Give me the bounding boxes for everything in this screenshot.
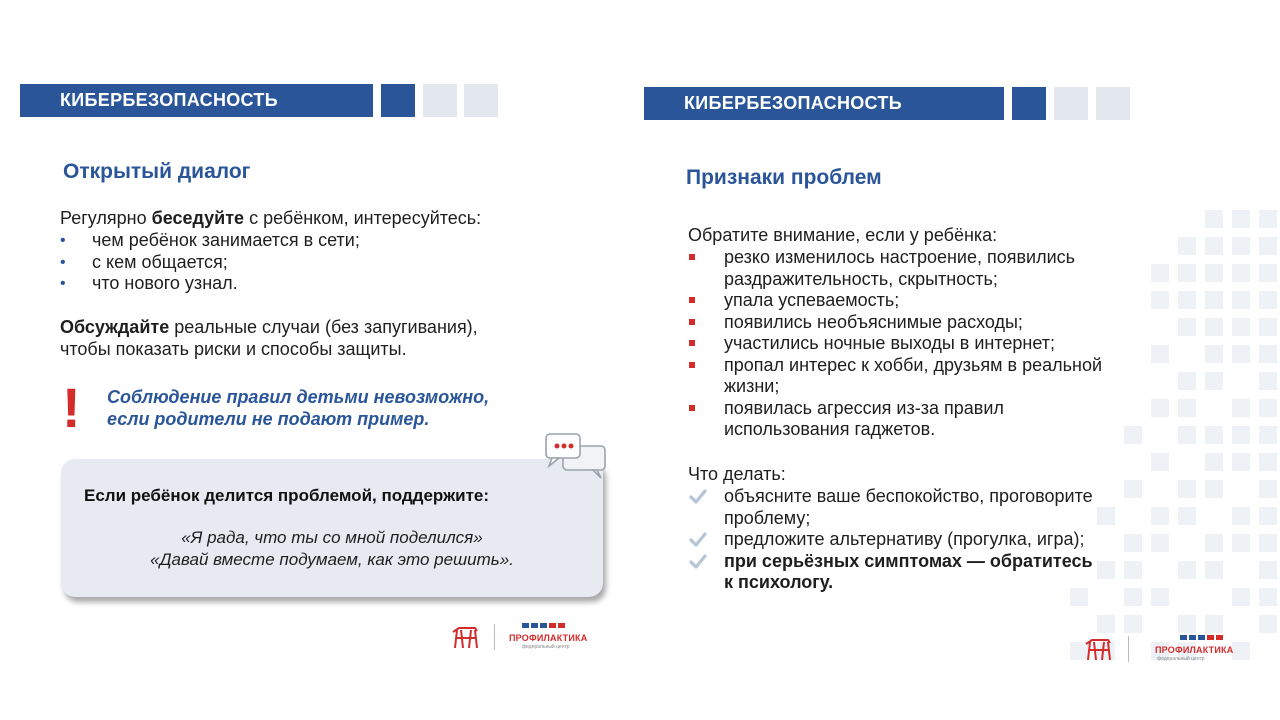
- left-discuss-line2: чтобы показать риски и способы защиты.: [60, 338, 407, 359]
- list-item-text: резко изменилось настроение, появились: [724, 247, 1076, 267]
- right-header-band: [644, 87, 1004, 120]
- checkmark-icon: [688, 530, 708, 550]
- left-intro: [60, 208, 620, 230]
- left-discuss-paragraph: [60, 317, 620, 360]
- list-item-text: упала успеваемость;: [724, 290, 900, 310]
- left-intro-suffix: с ребёнком, интересуйтесь:: [244, 208, 482, 228]
- signs-list: [688, 247, 1248, 441]
- left-bullet-list: [60, 230, 600, 295]
- support-card-quotes: [61, 527, 603, 571]
- red-square-bullet-icon: [689, 362, 695, 368]
- warning-exclamation-icon: !: [62, 376, 81, 439]
- right-header-square-dark: [1012, 87, 1046, 120]
- checkmark-icon: [688, 552, 708, 572]
- list-item-text: участились ночные выходы в интернет;: [724, 333, 1056, 353]
- list-item-text: чем ребёнок занимается в сети;: [92, 230, 360, 250]
- right-slide: [640, 0, 1280, 720]
- right-logo-sub: федеральный центр: [1157, 656, 1205, 662]
- list-item-text: появились необъяснимые расходы;: [724, 311, 1023, 332]
- left-intro-prefix: Регулярно: [60, 208, 152, 228]
- support-card: [61, 459, 603, 597]
- left-header-text: КИБЕРБЕЗОПАСНОСТЬ: [60, 90, 278, 110]
- left-title: Открытый диалог: [63, 160, 251, 183]
- support-quote-2: «Давай вместе подумаем, как это решить».: [150, 550, 514, 569]
- list-item-text: что нового узнал.: [92, 273, 238, 293]
- right-logo-divider: [1128, 636, 1129, 662]
- list-item-text: проблему;: [724, 507, 811, 528]
- left-header-band: [20, 84, 373, 117]
- right-horse-logo-icon: [1082, 636, 1114, 662]
- left-warning-text: [107, 386, 587, 430]
- list-item-text: с кем общается;: [92, 251, 228, 272]
- left-discuss-line1: реальные случаи (без запугивания),: [169, 317, 478, 337]
- bullet-dot-icon: •: [60, 253, 66, 271]
- list-item: [688, 312, 1248, 334]
- bullet-dot-icon: •: [60, 275, 66, 292]
- right-logo-name: ПРОФИЛАКТИКА: [1155, 645, 1234, 655]
- list-item: [60, 273, 600, 295]
- right-header-square-light-1: [1054, 87, 1088, 120]
- red-square-bullet-icon: [689, 340, 695, 346]
- list-item: [688, 290, 1248, 312]
- todo-label: Что делать:: [688, 464, 786, 484]
- red-square-bullet-icon: [689, 405, 695, 411]
- list-item-text: к психологу.: [724, 572, 834, 592]
- list-item: [688, 355, 1248, 398]
- support-card-heading: Если ребёнок делится проблемой, поддержите:: [84, 486, 490, 505]
- red-square-bullet-icon: [689, 254, 695, 260]
- left-logo-squares: [522, 623, 565, 628]
- list-item: [688, 486, 1248, 529]
- left-logo-divider: [494, 624, 495, 650]
- left-warning-line1: Соблюдение правил детьми невозможно,: [107, 387, 490, 407]
- left-logo-name: ПРОФИЛАКТИКА: [509, 633, 588, 643]
- red-square-bullet-icon: [689, 297, 695, 303]
- list-item-text: пропал интерес к хобби, друзьям в реальной: [724, 354, 1103, 375]
- list-item: [60, 252, 600, 274]
- list-item: [688, 333, 1248, 355]
- red-square-bullet-icon: [689, 319, 695, 325]
- list-item-text: использования гаджетов.: [724, 419, 936, 439]
- right-title: Признаки проблем: [686, 166, 882, 189]
- list-item-text: появилась агрессия из-за правил: [724, 397, 1004, 418]
- list-item-text: при серьёзных симптомах — обратитесь: [724, 550, 1093, 571]
- left-horse-logo-icon: [449, 624, 481, 650]
- support-quote-1: «Я рада, что ты со мной поделился»: [181, 528, 483, 547]
- right-logo-squares: [1180, 635, 1223, 640]
- list-item: [688, 398, 1248, 441]
- left-header-square-light-1: [423, 84, 457, 117]
- chat-bubbles-icon: [543, 432, 609, 480]
- right-intro: Обратите внимание, если у ребёнка:: [688, 225, 998, 245]
- list-item: [688, 551, 1248, 594]
- right-header-square-light-2: [1096, 87, 1130, 120]
- left-header-square-dark: [381, 84, 415, 117]
- left-header-square-light-2: [464, 84, 498, 117]
- left-warning-line2: если родители не подают пример.: [107, 409, 430, 429]
- right-header-text: КИБЕРБЕЗОПАСНОСТЬ: [684, 93, 902, 113]
- checkmark-icon: [688, 487, 708, 507]
- list-item-text: жизни;: [724, 376, 780, 396]
- bullet-dot-icon: •: [60, 232, 66, 249]
- list-item: [688, 529, 1248, 551]
- left-logo-sub: федеральный центр: [522, 644, 570, 650]
- list-item-text: объясните ваше беспокойство, проговорите: [724, 486, 1093, 506]
- left-intro-bold: беседуйте: [151, 208, 245, 228]
- left-discuss-bold: Обсуждайте: [60, 317, 170, 337]
- todo-list: [688, 486, 1248, 594]
- list-item: [60, 230, 600, 252]
- list-item-text: предложите альтернативу (прогулка, игра);: [724, 529, 1085, 549]
- list-item: [688, 247, 1248, 290]
- list-item-text: раздражительность, скрытность;: [724, 268, 998, 289]
